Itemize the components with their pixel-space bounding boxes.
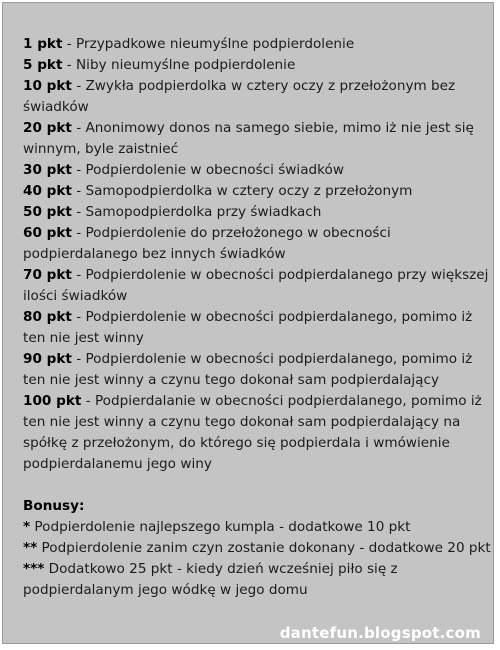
points-value: 100 pkt (23, 393, 82, 409)
point-description: - Podpierdolenie w obecności świadków (71, 162, 344, 178)
point-entry-30 (23, 160, 491, 181)
bonus-marker: * (23, 519, 31, 535)
bonus-description: Podpierdolenie zanim czyn zostanie dokonany - dodatkowe 20 pkt (37, 540, 491, 556)
point-description: - Samopodpierdolka w cztery oczy z przełożonym (71, 183, 413, 199)
points-value: 20 pkt (23, 120, 72, 136)
points-value: 70 pkt (23, 267, 72, 283)
bonus-marker: *** (23, 561, 45, 577)
document-panel (2, 2, 494, 644)
point-description: - Niby nieumyślne podpierdolenie (62, 57, 296, 73)
document-content (23, 34, 491, 601)
point-description: - Podpierdolenie w obecności podpierdalanego przy większej ilości świadków (23, 267, 489, 304)
points-value: 50 pkt (23, 204, 72, 220)
point-description: - Samopodpierdolka przy świadkach (71, 204, 322, 220)
point-entry-50 (23, 202, 491, 223)
point-description: - Podpierdolenie do przełożonego w obecności podpierdalanego bez innych świadków (23, 225, 391, 262)
points-value: 40 pkt (23, 183, 72, 199)
point-description: - Zwykła podpierdolka w cztery oczy z przełożonym bez świadków (23, 78, 456, 115)
point-entry-1 (23, 34, 491, 55)
point-description: - Podpierdolenie w obecności podpierdalanego, pomimo iż ten nie jest winny a czynu tego dokonał sam podpierdalający (23, 351, 473, 388)
bonus-heading: Bonusy: (23, 498, 85, 514)
point-entry-100 (23, 391, 491, 475)
point-entry-60 (23, 223, 491, 265)
points-value: 30 pkt (23, 162, 72, 178)
point-entry-5 (23, 55, 491, 76)
points-value: 60 pkt (23, 225, 72, 241)
bonus-entry-3 (23, 559, 491, 601)
points-value: 80 pkt (23, 309, 72, 325)
watermark-text: dantefun.blogspot.com (279, 624, 481, 642)
point-description: - Anonimowy donos na samego siebie, mimo iż nie jest się winnym, byle zaistnieć (23, 120, 474, 157)
point-entry-10 (23, 76, 491, 118)
points-value: 10 pkt (23, 78, 72, 94)
points-value: 90 pkt (23, 351, 72, 367)
bonus-entry-1 (23, 517, 491, 538)
bonus-marker: ** (23, 540, 38, 556)
point-description: - Przypadkowe nieumyślne podpierdolenie (62, 36, 355, 52)
bonus-description: Podpierdolenie najlepszego kumpla - dodatkowe 10 pkt (30, 519, 411, 535)
point-entry-70 (23, 265, 491, 307)
points-value: 1 pkt (23, 36, 63, 52)
point-description: - Podpierdolenie w obecności podpierdalanego, pomimo iż ten nie jest winny (23, 309, 473, 346)
section-spacer (23, 475, 491, 496)
point-entry-90 (23, 349, 491, 391)
bonus-description: Dodatkowo 25 pkt - kiedy dzień wcześniej piło się z podpierdalanym jego wódkę w jego domu (23, 561, 398, 598)
points-value: 5 pkt (23, 57, 63, 73)
point-description: - Podpierdalanie w obecności podpierdalanego, pomimo iż ten nie jest winny a czynu tego dokonał sam podpierdalający na spółkę z przełożonym, do którego się podpierdala i wmówienie podpierdalanemu jego winy (23, 393, 482, 472)
point-entry-80 (23, 307, 491, 349)
point-entry-40 (23, 181, 491, 202)
bonus-entry-2 (23, 538, 491, 559)
point-entry-20 (23, 118, 491, 160)
